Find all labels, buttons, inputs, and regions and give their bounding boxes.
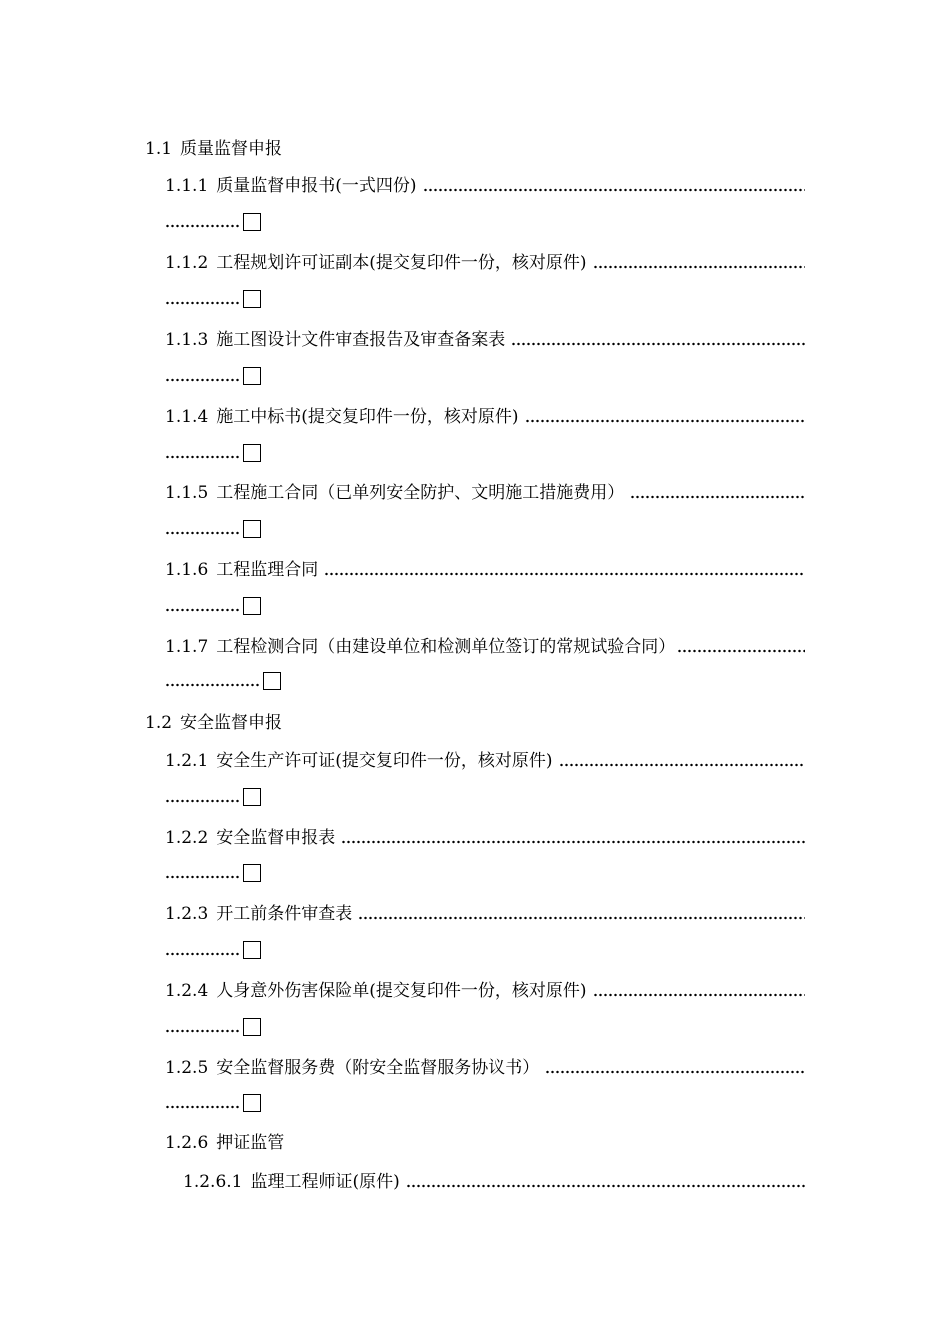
checklist-item-1-1-6	[165, 557, 805, 583]
checklist-item-1-2-1	[165, 748, 805, 774]
item-number: 1.1.7	[165, 637, 209, 657]
item-label: 施工图设计文件审查报告及审查备案表	[216, 330, 506, 350]
dot-leader	[545, 1055, 805, 1081]
dot-leader	[165, 286, 239, 312]
checkbox[interactable]	[243, 290, 261, 308]
checklist-item-1-1-3	[165, 327, 805, 353]
dot-leader	[630, 480, 805, 506]
dot-leader	[165, 668, 259, 694]
item-label: 工程检测合同（由建设单位和检测单位签订的常规试验合同）	[216, 637, 676, 657]
dot-leader	[165, 784, 239, 810]
checklist-item-1-1-4	[165, 404, 805, 430]
subsection-heading-1-2-6	[165, 1130, 284, 1156]
checkbox[interactable]	[243, 597, 261, 615]
item-number: 1.2.3	[165, 904, 209, 924]
dot-leader	[525, 404, 805, 430]
section-heading-1-1	[145, 136, 282, 162]
dot-leader	[324, 557, 805, 583]
checklist-item-1-2-5	[165, 1055, 805, 1081]
item-number: 1.2.6.1	[183, 1172, 243, 1192]
dot-leader	[165, 1090, 239, 1116]
checklist-item-1-1-1	[165, 173, 805, 199]
subsection-number: 1.2.6	[165, 1133, 209, 1153]
dot-leader	[165, 440, 239, 466]
checkbox[interactable]	[243, 213, 261, 231]
dot-leader	[358, 901, 805, 927]
item-number: 1.1.4	[165, 407, 209, 427]
item-label: 安全监督服务费（附安全监督服务协议书）	[216, 1058, 540, 1078]
checklist-item-1-2-4	[165, 978, 805, 1004]
item-number: 1.2.2	[165, 828, 209, 848]
checklist-item-1-1-7	[165, 634, 805, 660]
checkbox[interactable]	[243, 1018, 261, 1036]
item-number: 1.1.3	[165, 330, 209, 350]
dot-leader	[559, 748, 805, 774]
checklist-item-1-2-2	[165, 825, 805, 851]
section-heading-1-2	[145, 710, 282, 736]
checklist-item-1-2-2-continuation	[165, 860, 261, 886]
checkbox[interactable]	[243, 520, 261, 538]
checkbox[interactable]	[243, 864, 261, 882]
section-number: 1.1	[145, 139, 173, 159]
item-label: 施工中标书(提交复印件一份，核对原件)	[216, 407, 519, 427]
dot-leader	[677, 634, 805, 660]
dot-leader	[165, 516, 239, 542]
item-label: 质量监督申报书(一式四份)	[216, 176, 417, 196]
section-number: 1.2	[145, 713, 173, 733]
item-label: 工程监理合同	[216, 560, 319, 580]
checkbox[interactable]	[243, 941, 261, 959]
item-number: 1.2.1	[165, 751, 209, 771]
item-label: 安全生产许可证(提交复印件一份，核对原件)	[216, 751, 553, 771]
section-title: 安全监督申报	[180, 713, 283, 733]
checklist-item-1-1-4-continuation	[165, 440, 261, 466]
dot-leader	[165, 593, 239, 619]
dot-leader	[165, 1014, 239, 1040]
checklist-item-1-1-5-continuation	[165, 516, 261, 542]
item-number: 1.1.2	[165, 253, 209, 273]
dot-leader	[165, 860, 239, 886]
checklist-item-1-2-3-continuation	[165, 937, 261, 963]
checklist-item-1-1-2-continuation	[165, 286, 261, 312]
item-label: 监理工程师证(原件)	[250, 1172, 400, 1192]
checklist-item-1-2-6-1	[183, 1169, 805, 1195]
checkbox[interactable]	[263, 672, 281, 690]
item-number: 1.1.5	[165, 483, 209, 503]
dot-leader	[341, 825, 805, 851]
item-label: 工程施工合同（已单列安全防护、文明施工措施费用）	[216, 483, 625, 503]
dot-leader	[511, 327, 805, 353]
item-number: 1.2.5	[165, 1058, 209, 1078]
checkbox[interactable]	[243, 367, 261, 385]
item-label: 开工前条件审查表	[216, 904, 353, 924]
item-label: 人身意外伤害保险单(提交复印件一份，核对原件)	[216, 981, 587, 1001]
checklist-item-1-1-7-continuation	[165, 668, 281, 694]
checklist-item-1-2-3	[165, 901, 805, 927]
checkbox[interactable]	[243, 1094, 261, 1112]
dot-leader	[165, 209, 239, 235]
checklist-item-1-2-1-continuation	[165, 784, 261, 810]
checklist-item-1-1-5	[165, 480, 805, 506]
checkbox[interactable]	[243, 444, 261, 462]
dot-leader	[593, 250, 805, 276]
dot-leader	[165, 937, 239, 963]
item-label: 安全监督申报表	[216, 828, 336, 848]
checkbox[interactable]	[243, 788, 261, 806]
item-number: 1.2.4	[165, 981, 209, 1001]
dot-leader	[593, 978, 805, 1004]
dot-leader	[423, 173, 805, 199]
checklist-item-1-1-6-continuation	[165, 593, 261, 619]
checklist-item-1-1-2	[165, 250, 805, 276]
dot-leader	[406, 1169, 805, 1195]
checklist-item-1-2-5-continuation	[165, 1090, 261, 1116]
section-title: 质量监督申报	[180, 139, 283, 159]
checklist-item-1-1-3-continuation	[165, 363, 261, 389]
dot-leader	[165, 363, 239, 389]
item-label: 工程规划许可证副本(提交复印件一份，核对原件)	[216, 253, 587, 273]
item-number: 1.1.6	[165, 560, 209, 580]
item-number: 1.1.1	[165, 176, 209, 196]
checklist-item-1-2-4-continuation	[165, 1014, 261, 1040]
checklist-item-1-1-1-continuation	[165, 209, 261, 235]
subsection-title: 押证监管	[216, 1133, 285, 1153]
